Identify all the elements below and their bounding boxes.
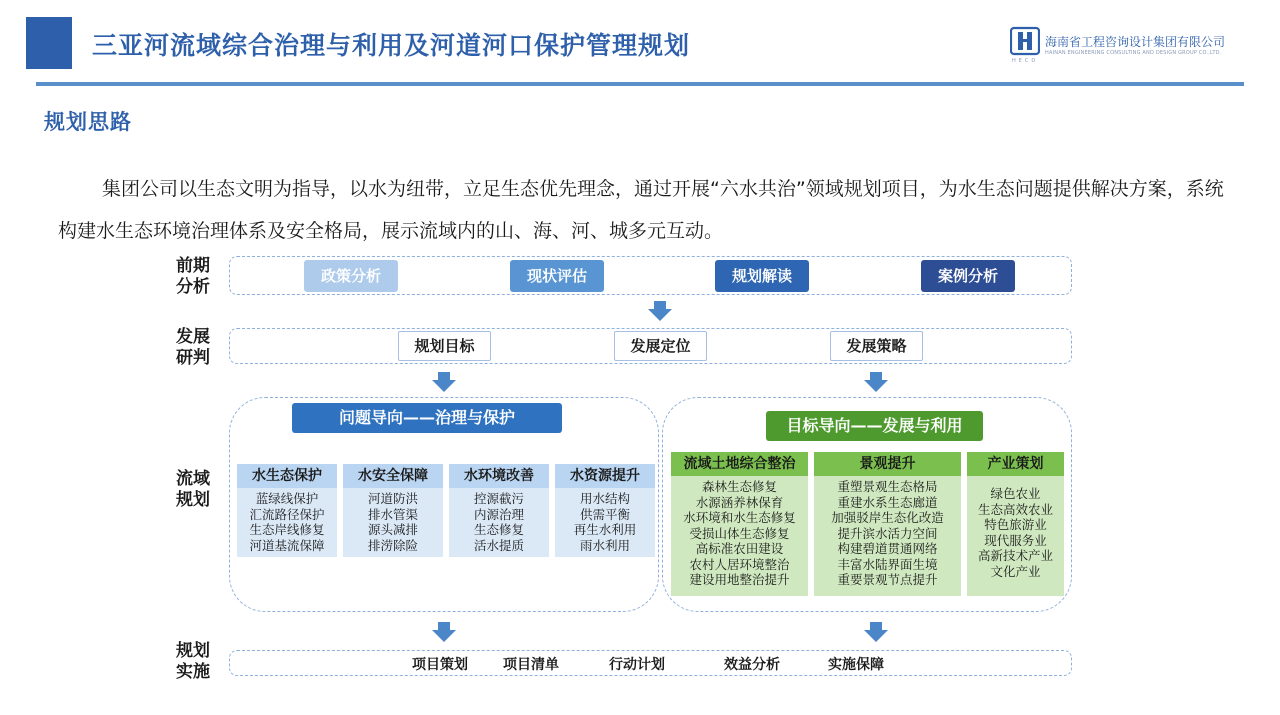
company-logo-name: 海南省工程咨询设计集团有限公司 [1045, 35, 1226, 49]
down-arrow-icon [432, 622, 456, 642]
list-item: 供需平衡 [579, 506, 630, 522]
problem-column-head: 水生态保护 [237, 464, 337, 488]
down-arrow-icon [648, 301, 672, 321]
problem-column [237, 464, 337, 557]
list-item: 汇流路径保护 [249, 506, 325, 522]
target-column-head: 景观提升 [814, 452, 961, 476]
analysis-policy: 政策分析 [304, 260, 398, 292]
company-logo-abbr: HECD [1012, 58, 1039, 64]
stage-label-line: 规划 [176, 490, 210, 510]
judgement-container [229, 328, 1072, 364]
implementation-item: 项目清单 [503, 657, 559, 673]
down-arrow-icon [864, 372, 888, 392]
problem-oriented-container [229, 397, 659, 612]
target-column [671, 452, 808, 596]
list-item: 受损山体生态修复 [689, 525, 790, 541]
list-item: 排水管渠 [367, 506, 418, 522]
stage-label-line: 分析 [176, 277, 210, 297]
stage-label-judgement [170, 327, 216, 369]
problem-column [449, 464, 549, 557]
list-item: 重塑景观生态格局 [837, 479, 938, 494]
analysis-cases: 案例分析 [921, 260, 1015, 292]
target-column-head: 流域土地综合整治 [671, 452, 808, 476]
down-arrow-icon [864, 622, 888, 642]
list-item: 特色旅游业 [984, 517, 1047, 532]
list-item: 生态修复 [473, 522, 524, 537]
list-item: 高标准农田建设 [695, 541, 784, 556]
section-title: 规划思路 [44, 110, 132, 134]
stage-label-line: 前期 [176, 256, 210, 276]
list-item: 文化产业 [990, 563, 1041, 579]
problem-column-head: 水安全保障 [343, 464, 443, 488]
list-item: 再生水利用 [573, 522, 637, 537]
stage-label-line: 流域 [176, 469, 210, 489]
list-item: 排涝除险 [367, 537, 418, 553]
company-logo-icon [1010, 26, 1040, 56]
target-oriented-container [662, 397, 1072, 612]
target-column-head: 产业策划 [967, 452, 1064, 476]
problem-column-body [449, 488, 549, 557]
list-item: 丰富水陆界面生境 [837, 556, 938, 572]
judgement-positioning: 发展定位 [614, 331, 707, 361]
down-arrow-icon [432, 372, 456, 392]
stage-label-line: 规划 [176, 641, 210, 661]
list-item: 用水结构 [579, 491, 630, 506]
list-item: 绿色农业 [990, 486, 1041, 501]
stage-label-line: 发展 [176, 327, 210, 347]
implementation-item: 效益分析 [724, 657, 780, 673]
list-item: 生态岸线修复 [249, 522, 325, 537]
list-item: 森林生态修复 [701, 479, 777, 494]
judgement-strategy: 发展策略 [830, 331, 923, 361]
problem-column [343, 464, 443, 557]
list-item: 活水提质 [473, 537, 524, 553]
stage-label-analysis [170, 256, 216, 298]
stage-label-line: 研判 [176, 348, 210, 368]
list-item: 现代服务业 [984, 532, 1047, 548]
list-item: 重要景观节点提升 [837, 572, 938, 587]
list-item: 蓝绿线保护 [255, 491, 319, 506]
list-item: 水环境和水生态修复 [683, 510, 796, 525]
problem-oriented-title: 问题导向——治理与保护 [292, 403, 562, 433]
judgement-goal: 规划目标 [398, 331, 491, 361]
problem-column-body [343, 488, 443, 557]
list-item: 雨水利用 [579, 537, 630, 553]
list-item: 提升滨水活力空间 [837, 525, 938, 541]
problem-column-head: 水环境改善 [449, 464, 549, 488]
list-item: 重建水系生态廊道 [837, 494, 938, 510]
target-column-body [814, 476, 961, 596]
header-accent-block [26, 17, 72, 69]
list-item: 水源涵养林保育 [695, 494, 784, 510]
list-item: 河道防洪 [367, 491, 418, 506]
target-oriented-title: 目标导向——发展与利用 [766, 411, 983, 441]
implementation-item: 实施保障 [828, 657, 884, 673]
analysis-container [229, 256, 1072, 295]
problem-column-head: 水资源提升 [555, 464, 655, 488]
list-item: 加强驳岸生态化改造 [831, 510, 944, 525]
stage-label-planning [170, 469, 216, 511]
problem-column-body [555, 488, 655, 557]
stage-label-line: 实施 [176, 662, 210, 682]
list-item: 控源截污 [473, 491, 524, 506]
list-item: 建设用地整治提升 [689, 572, 790, 587]
header-divider [36, 82, 1244, 86]
list-item: 内源治理 [473, 506, 524, 522]
target-column [814, 452, 961, 596]
list-item: 农村人居环境整治 [689, 556, 790, 572]
list-item: 源头减排 [367, 522, 418, 537]
analysis-status: 现状评估 [510, 260, 604, 292]
intro-paragraph: 集团公司以生态文明为指导，以水为纽带，立足生态优先理念，通过开展“六水共治”领域规划项目，为水生态问题提供解决方案，系统构建水生态环境治理体系及安全格局，展示流域内的山、海、河、城多元互动。 [58, 178, 1224, 242]
target-column-body [671, 476, 808, 596]
problem-column [555, 464, 655, 557]
problem-column-body [237, 488, 337, 557]
implementation-item: 项目策划 [412, 657, 468, 673]
target-column-body [967, 476, 1064, 596]
stage-label-implementation [170, 641, 216, 683]
list-item: 构建碧道贯通网络 [837, 541, 938, 556]
target-column [967, 452, 1064, 596]
company-logo-subtitle: HAINAN ENGINEERING CONSULTING AND DESIGN GROUP CO.,LTD. [1045, 50, 1222, 56]
analysis-plan-reading: 规划解读 [715, 260, 809, 292]
implementation-item: 行动计划 [609, 657, 665, 673]
page-title: 三亚河流域综合治理与利用及河道河口保护管理规划 [92, 31, 691, 60]
list-item: 高新技术产业 [977, 548, 1053, 563]
list-item: 生态高效农业 [977, 501, 1053, 517]
list-item: 河道基流保障 [249, 537, 325, 553]
